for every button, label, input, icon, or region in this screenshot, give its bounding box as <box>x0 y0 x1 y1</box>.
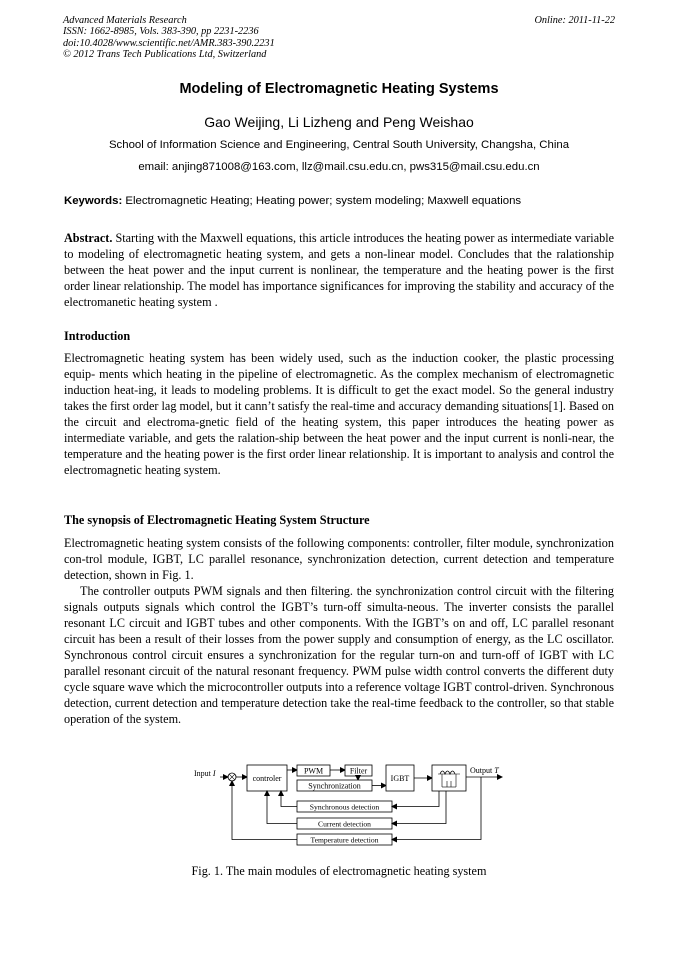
abstract <box>64 230 614 310</box>
synchronization-label: Synchronization <box>308 781 361 791</box>
sync-detection-to-controller <box>281 791 297 807</box>
intro-paragraph: Electromagnetic heating system has been widely used, such as the induction cooker, the plastic processing equip- ments which heating in the pipeline of electromagnetic. As the complex mechanism of electromagnetic induction heat-ing, it leads to modeling problems. It is difficult to get the exact model. So the general industry takes the first order lag model, but it cann’t satisfy the real-time and accuracy demanding situations[1]. Based on the circuit and electroma-gnetic field of the heating system, this paper introduces the heating power as intermediate variable, and gets the ralation-ship between the heat power and the input current is nonli-near, the temperature and the heating power is the first order linear relationship. It is important to analysis and control the electromagnetic heating system. <box>64 351 614 477</box>
figure-caption: Fig. 1. The main modules of electromagnetic heating system <box>191 864 487 878</box>
output-label: Output T <box>470 766 499 775</box>
intro-heading: Introduction <box>64 329 131 343</box>
controller-label: controler <box>252 774 282 783</box>
current-detection-to-controller <box>267 791 297 824</box>
lc-to-sync-detection <box>392 791 439 807</box>
igbt-label: IGBT <box>390 774 410 783</box>
block-diagram <box>190 757 510 851</box>
synopsis-paragraph-2: The controller outputs PWM signals and then filtering. the synchronization control circuit with the filtering signals outputs signals which control the IGBT’s turn-off simulta-neous. The inverter consists the parallel resonant LC circuit and IGBT tubes and other components. With the IGBT’s on and off, LC parallel resonant circuit has been a result of their losses from the power supply and consumption of energy, as the LC oscillator. Synchronous control circuit ensures a synchronization for the regular turn-on and turn-off of IGBT with LC parallel resonant circuit of the natural resonant frequency. PWM pulse width control converts the different duty cycle square wave which the microcontroller outputs into a reference voltage IGBT control-driven. Synchronous detection, current detection and temperature detection take the real-time feedback to the controller, so that stable operation of the system. <box>64 584 614 726</box>
journal-doi: doi:10.4028/www.scientific.net/AMR.383-390.2231 <box>63 37 275 49</box>
paper-title: Modeling of Electromagnetic Heating Systems <box>179 81 499 97</box>
online-date: Online: 2011-11-22 <box>534 15 615 26</box>
keywords-text: Electromagnetic Heating; Heating power; system modeling; Maxwell equations <box>122 195 522 207</box>
keywords <box>64 195 616 207</box>
synopsis-paragraph-1: Electromagnetic heating system consists of the following components: controller, filter module, synchronization con-trol module, IGBT, LC parallel resonance, synchronization detection, current detection and temperature detection, shown in Fig. 1. <box>64 536 614 582</box>
journal-name: Advanced Materials Research <box>63 15 187 26</box>
abstract-text: Starting with the Maxwell equations, this article introduces the heating power as intermediate variable to modeling of electromagnetic heating system, and gets a non-linear model. Concludes that the ralationship between the heat power and the input current is nonlinear, the temperature and the heating power is the first order linear relationship. The model has importance significances for improving the stability and accuracy of the electromanetic heating system . <box>64 231 614 309</box>
journal-header <box>63 15 275 61</box>
current-detection-label: Current detection <box>318 819 371 829</box>
paper-authors: Gao Weijing, Li Lizheng and Peng Weishao <box>204 114 474 130</box>
abstract-label: Abstract. <box>64 231 113 245</box>
synopsis-heading: The synopsis of Electromagnetic Heating System Structure <box>64 513 370 527</box>
journal-copyright: © 2012 Trans Tech Publications Ltd, Switzerland <box>63 49 267 61</box>
journal-issn: ISSN: 1662-8985, Vols. 383-390, pp 2231-2236 <box>63 26 259 38</box>
lc-to-current-detection <box>392 791 446 824</box>
input-label: Input I <box>194 769 216 778</box>
keywords-label: Keywords: <box>64 195 123 207</box>
sync-detection-label: Synchronous detection <box>309 802 380 812</box>
temperature-detection-label: Temperature detection <box>310 835 379 845</box>
paper-affiliation: School of Information Science and Engineering, Central South University, Changsha, China <box>108 139 570 151</box>
filter-label: Filter <box>349 766 368 776</box>
paper-email: email: anjing871008@163.com, llz@mail.csu.edu.cn, pws315@mail.csu.edu.cn <box>138 161 540 173</box>
pwm-label: PWM <box>303 766 324 776</box>
